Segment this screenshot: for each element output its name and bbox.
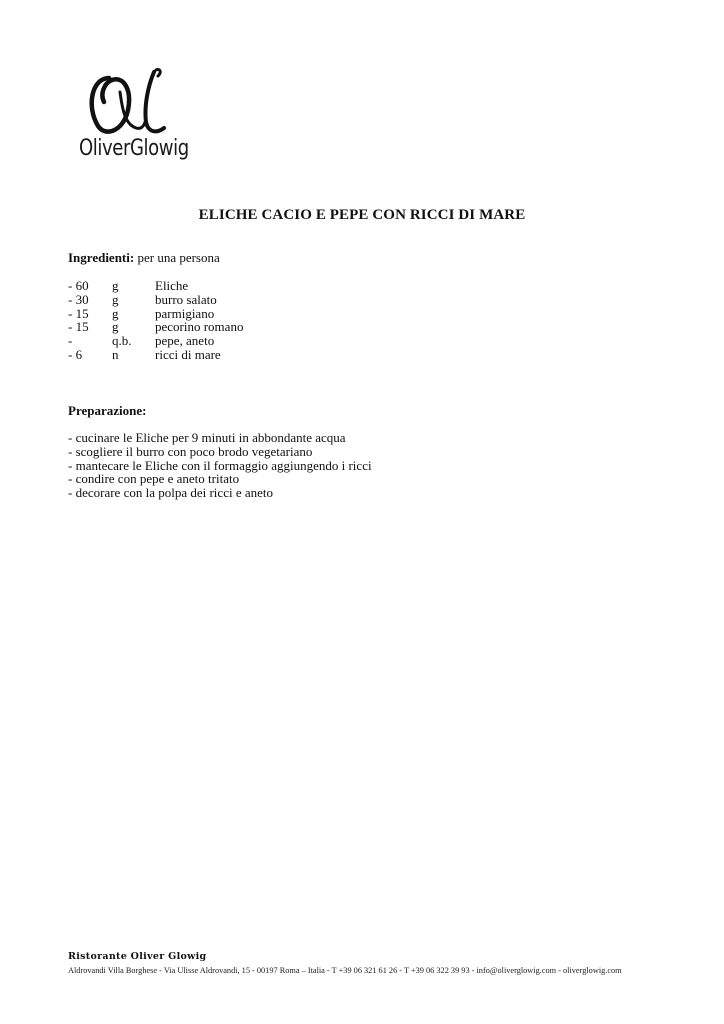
ingredient-name: Eliche (155, 278, 189, 293)
monogram-logo-icon (76, 66, 186, 138)
ingredient-name: parmigiano (155, 305, 215, 321)
ingredient-qty: - 15 (68, 305, 89, 321)
ingredient-unit: g (112, 305, 119, 321)
preparation-steps (68, 431, 372, 500)
preparation-step: - decorare con la polpa dei ricci e aneto (68, 485, 273, 501)
ingredient-unit: g (112, 319, 119, 335)
ingredient-qty: - (68, 333, 73, 349)
ingredient-qty: - 15 (68, 319, 89, 335)
ingredient-qty: - 60 (68, 278, 89, 293)
ingredient-name: burro salato (155, 291, 217, 307)
logo (76, 66, 206, 174)
ingredient-unit: q.b. (112, 333, 132, 349)
logo-wordmark: OliverGlowig (79, 136, 189, 161)
ingredients-heading (68, 251, 220, 265)
ingredient-name: pecorino romano (155, 319, 244, 335)
ingredient-name: ricci di mare (155, 346, 221, 362)
ingredient-unit: g (112, 278, 119, 293)
servings-text: per una persona (137, 250, 220, 265)
preparation-step: - cucinare le Eliche per 9 minuti in abbondante acqua (68, 430, 346, 445)
ingredient-qty: - 30 (68, 291, 89, 307)
footer-restaurant-name: Ristorante Oliver Glowig (68, 951, 207, 962)
ingredient-name: pepe, aneto (155, 333, 215, 349)
preparation-heading: Preparazione: (68, 403, 147, 418)
ingredient-unit: g (112, 291, 119, 307)
preparation-step: - scogliere il burro con poco brodo vegetariano (68, 443, 313, 459)
ingredient-qty: - 6 (68, 346, 83, 362)
recipe-title: ELICHE CACIO E PEPE CON RICCI DI MARE (198, 207, 526, 223)
preparation-step: - condire con pepe e aneto tritato (68, 471, 240, 487)
preparation-step: - mantecare le Eliche con il formaggio aggiungendo i ricci (68, 457, 372, 473)
ingredients-label: Ingredienti: (68, 250, 135, 265)
ingredient-unit: n (112, 346, 119, 362)
footer-address: Aldrovandi Villa Borghese - Via Ulisse Aldrovandi, 15 - 00197 Roma – Italia - T +39 06 321 61 26 - T +39 06 322 39 93 - info@oliverglowig.com - oliverglowig.com (68, 966, 622, 975)
